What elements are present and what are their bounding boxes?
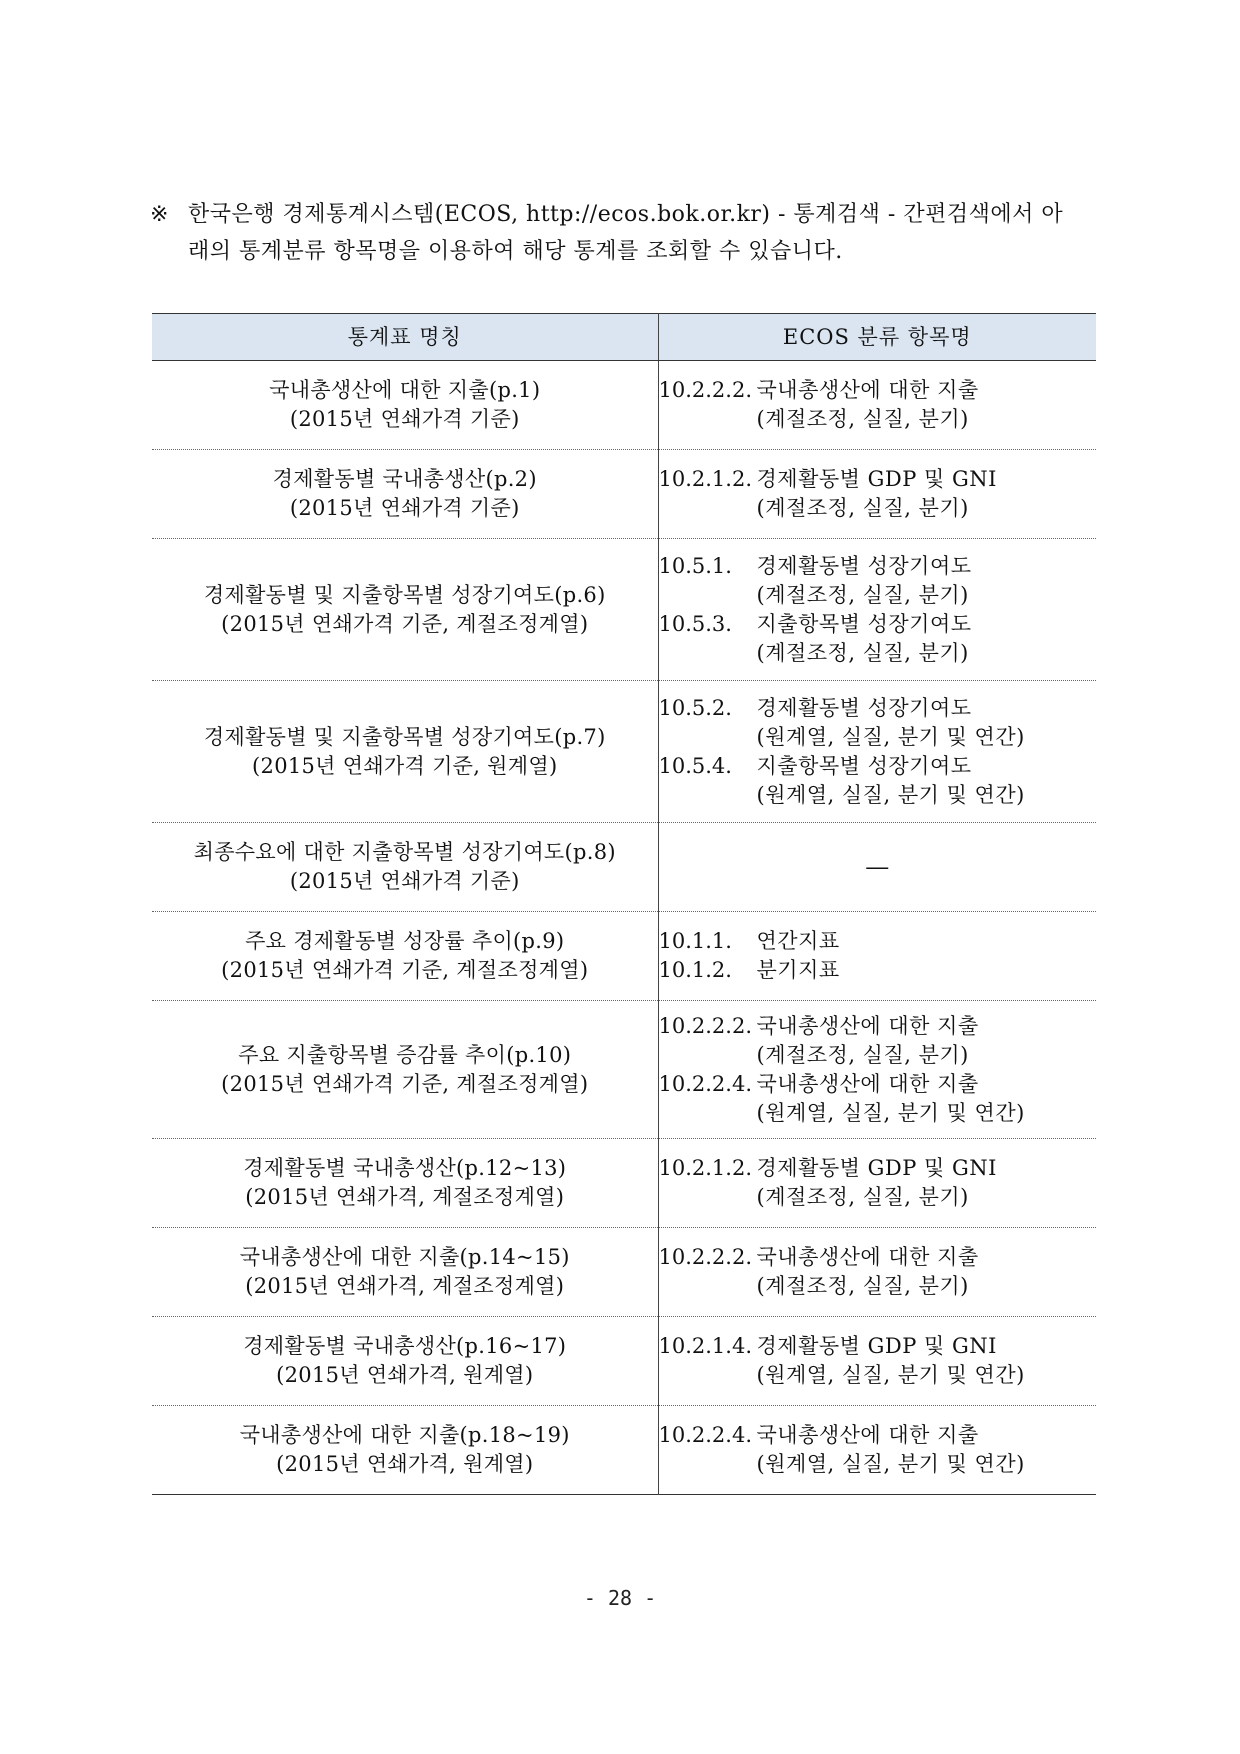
table-name-title: 국내총생산에 대한 지출(p.18~19) xyxy=(239,1423,570,1447)
table-name-title: 주요 경제활동별 성장률 추이(p.9) xyxy=(245,929,565,953)
ecos-item-label: 지출항목별 성장기여도 xyxy=(756,611,972,636)
ecos-item xyxy=(659,581,1097,610)
ecos-item-label: 국내총생산에 대한 지출 xyxy=(756,1245,979,1269)
ecos-item xyxy=(659,781,1097,810)
ecos-item xyxy=(659,1070,1097,1099)
table-name-cell xyxy=(152,361,658,450)
table-name-title: 주요 지출항목별 증감률 추이(p.10) xyxy=(238,1042,572,1067)
table-row xyxy=(152,450,1096,539)
ecos-item-qualifier: (계절조정, 실질, 분기) xyxy=(756,582,969,607)
ecos-item-qualifier: (원계열, 실질, 분기 및 연간) xyxy=(756,724,1025,749)
note-line-2: 래의 통계분류 항목명을 이용하여 해당 통계를 조회할 수 있습니다. xyxy=(188,239,843,264)
ecos-item xyxy=(659,723,1097,752)
table-name-cell xyxy=(152,681,658,823)
table-row xyxy=(152,539,1096,681)
table-row xyxy=(152,1317,1096,1406)
header-ecos-item: ECOS 분류 항목명 xyxy=(658,314,1096,361)
ecos-item-cell xyxy=(658,450,1096,539)
no-item-dash: ― xyxy=(866,854,889,880)
ecos-item-label: 국내총생산에 대한 지출 xyxy=(756,1013,979,1038)
ecos-item xyxy=(659,956,1097,985)
ecos-item-code: 10.2.2.2. xyxy=(658,378,753,402)
table-name-title: 국내총생산에 대한 지출(p.1) xyxy=(269,378,541,402)
ecos-item-code: 10.2.2.2. xyxy=(658,1013,753,1038)
ecos-item xyxy=(659,1243,1097,1272)
ecos-item-cell xyxy=(658,1406,1096,1495)
ecos-item xyxy=(659,1332,1097,1361)
table-row xyxy=(152,1406,1096,1495)
reference-mark: ※ xyxy=(150,202,169,227)
ecos-item-cell xyxy=(658,539,1096,681)
table-name-cell xyxy=(152,1228,658,1317)
ecos-item xyxy=(659,1183,1097,1212)
ecos-item xyxy=(659,1361,1097,1390)
ecos-item-code: 10.5.4. xyxy=(658,753,732,778)
table-header-row xyxy=(152,314,1096,361)
table-body xyxy=(152,361,1096,1495)
table-name-basis: (2015년 연쇄가격 기준) xyxy=(289,407,520,431)
table-name-basis: (2015년 연쇄가격, 원계열) xyxy=(276,1363,534,1387)
ecos-item-code: 10.5.2. xyxy=(658,695,732,720)
ecos-item-qualifier: (원계열, 실질, 분기 및 연간) xyxy=(756,1100,1025,1125)
ecos-item-label: 분기지표 xyxy=(756,958,840,982)
table-name-cell xyxy=(152,1317,658,1406)
ecos-item-code: 10.2.1.4. xyxy=(658,1334,753,1358)
ecos-item-qualifier: (계절조정, 실질, 분기) xyxy=(756,1274,969,1298)
table-row xyxy=(152,681,1096,823)
ecos-item-code: 10.2.2.4. xyxy=(658,1423,753,1447)
table-name-cell xyxy=(152,539,658,681)
ecos-item-qualifier: (계절조정, 실질, 분기) xyxy=(756,1185,969,1209)
ecos-item xyxy=(659,1272,1097,1301)
ecos-item-label: 경제활동별 GDP 및 GNI xyxy=(756,467,997,491)
ecos-item-label: 경제활동별 성장기여도 xyxy=(756,553,972,578)
table-row xyxy=(152,823,1096,912)
table-name-basis: (2015년 연쇄가격 기준, 계절조정계열) xyxy=(221,611,589,636)
ecos-note xyxy=(150,196,1140,270)
ecos-item xyxy=(659,1450,1097,1479)
table-name-title: 최종수요에 대한 지출항목별 성장기여도(p.8) xyxy=(193,840,616,864)
ecos-item-label: 국내총생산에 대한 지출 xyxy=(756,1423,979,1447)
table-name-basis: (2015년 연쇄가격 기준, 계절조정계열) xyxy=(221,1071,589,1096)
table-name-title: 국내총생산에 대한 지출(p.14~15) xyxy=(239,1245,570,1269)
ecos-item xyxy=(659,927,1097,956)
ecos-item-qualifier: (계절조정, 실질, 분기) xyxy=(756,640,969,665)
table-name-basis: (2015년 연쇄가격, 계절조정계열) xyxy=(245,1274,565,1298)
table-row xyxy=(152,361,1096,450)
ecos-item-cell xyxy=(658,1228,1096,1317)
table-row xyxy=(152,912,1096,1001)
ecos-item xyxy=(659,639,1097,668)
ecos-item-qualifier: (계절조정, 실질, 분기) xyxy=(756,1042,969,1067)
ecos-item-qualifier: (계절조정, 실질, 분기) xyxy=(756,496,969,520)
ecos-item xyxy=(659,1041,1097,1070)
ecos-item xyxy=(659,1421,1097,1450)
table-name-basis: (2015년 연쇄가격 기준) xyxy=(289,869,520,893)
table-row xyxy=(152,1228,1096,1317)
page-number: - 28 - xyxy=(583,1586,657,1610)
table-name-title: 경제활동별 및 지출항목별 성장기여도(p.7) xyxy=(203,724,606,749)
ecos-item xyxy=(659,405,1097,434)
ecos-item-label: 경제활동별 GDP 및 GNI xyxy=(756,1156,997,1180)
ecos-item xyxy=(659,465,1097,494)
table-name-basis: (2015년 연쇄가격, 원계열) xyxy=(276,1452,534,1476)
ecos-item-qualifier: (계절조정, 실질, 분기) xyxy=(756,407,969,431)
ecos-item-qualifier: (원계열, 실질, 분기 및 연간) xyxy=(756,1363,1025,1387)
ecos-item-label: 경제활동별 성장기여도 xyxy=(756,695,972,720)
ecos-mapping-table xyxy=(152,313,1096,1495)
ecos-item-cell xyxy=(658,1139,1096,1228)
table-row xyxy=(152,1139,1096,1228)
table-name-cell xyxy=(152,912,658,1001)
table-name-title: 경제활동별 국내총생산(p.16~17) xyxy=(243,1334,567,1358)
table-name-cell xyxy=(152,1001,658,1139)
table-name-title: 경제활동별 및 지출항목별 성장기여도(p.6) xyxy=(203,582,606,607)
ecos-item xyxy=(659,1099,1097,1128)
ecos-item xyxy=(659,610,1097,639)
ecos-item-cell xyxy=(658,912,1096,1001)
ecos-item-cell xyxy=(658,1317,1096,1406)
ecos-item-label: 지출항목별 성장기여도 xyxy=(756,753,972,778)
ecos-item-code: 10.2.1.2. xyxy=(658,467,753,491)
ecos-item-code: 10.2.2.4. xyxy=(658,1071,753,1096)
table-name-cell xyxy=(152,1406,658,1495)
table-name-title: 경제활동별 국내총생산(p.2) xyxy=(272,467,537,491)
ecos-item-qualifier: (원계열, 실질, 분기 및 연간) xyxy=(756,782,1025,807)
ecos-item-code: 10.2.1.2. xyxy=(658,1156,753,1180)
ecos-item-cell xyxy=(658,681,1096,823)
ecos-item-code: 10.2.2.2. xyxy=(658,1245,753,1269)
ecos-item xyxy=(659,752,1097,781)
ecos-item xyxy=(659,1154,1097,1183)
ecos-item-code: 10.1.2. xyxy=(658,958,732,982)
table-name-title: 경제활동별 국내총생산(p.12~13) xyxy=(243,1156,567,1180)
table-name-cell xyxy=(152,1139,658,1228)
table-name-basis: (2015년 연쇄가격 기준, 원계열) xyxy=(252,753,558,778)
ecos-item-label: 국내총생산에 대한 지출 xyxy=(756,378,979,402)
ecos-item-label: 연간지표 xyxy=(756,929,840,953)
ecos-item-cell xyxy=(658,1001,1096,1139)
header-table-name: 통계표 명칭 xyxy=(152,314,658,361)
table-name-cell xyxy=(152,823,658,912)
ecos-item-code: 10.5.1. xyxy=(658,553,732,578)
table-name-cell xyxy=(152,450,658,539)
table-name-basis: (2015년 연쇄가격 기준) xyxy=(289,496,520,520)
ecos-item-code: 10.1.1. xyxy=(658,929,732,953)
ecos-item xyxy=(659,494,1097,523)
ecos-item-code: 10.5.3. xyxy=(658,611,732,636)
ecos-item xyxy=(659,1012,1097,1041)
ecos-item xyxy=(659,552,1097,581)
ecos-item-qualifier: (원계열, 실질, 분기 및 연간) xyxy=(756,1452,1025,1476)
ecos-item-label: 경제활동별 GDP 및 GNI xyxy=(756,1334,997,1358)
ecos-item-label: 국내총생산에 대한 지출 xyxy=(756,1071,979,1096)
ecos-item xyxy=(659,694,1097,723)
note-line-1: 한국은행 경제통계시스템(ECOS, http://ecos.bok.or.kr) - 통계검색 - 간편검색에서 아 xyxy=(188,202,1064,227)
table-name-basis: (2015년 연쇄가격 기준, 계절조정계열) xyxy=(221,958,589,982)
table-name-basis: (2015년 연쇄가격, 계절조정계열) xyxy=(245,1185,565,1209)
ecos-item-cell xyxy=(658,361,1096,450)
ecos-item xyxy=(659,376,1097,405)
table-row xyxy=(152,1001,1096,1139)
